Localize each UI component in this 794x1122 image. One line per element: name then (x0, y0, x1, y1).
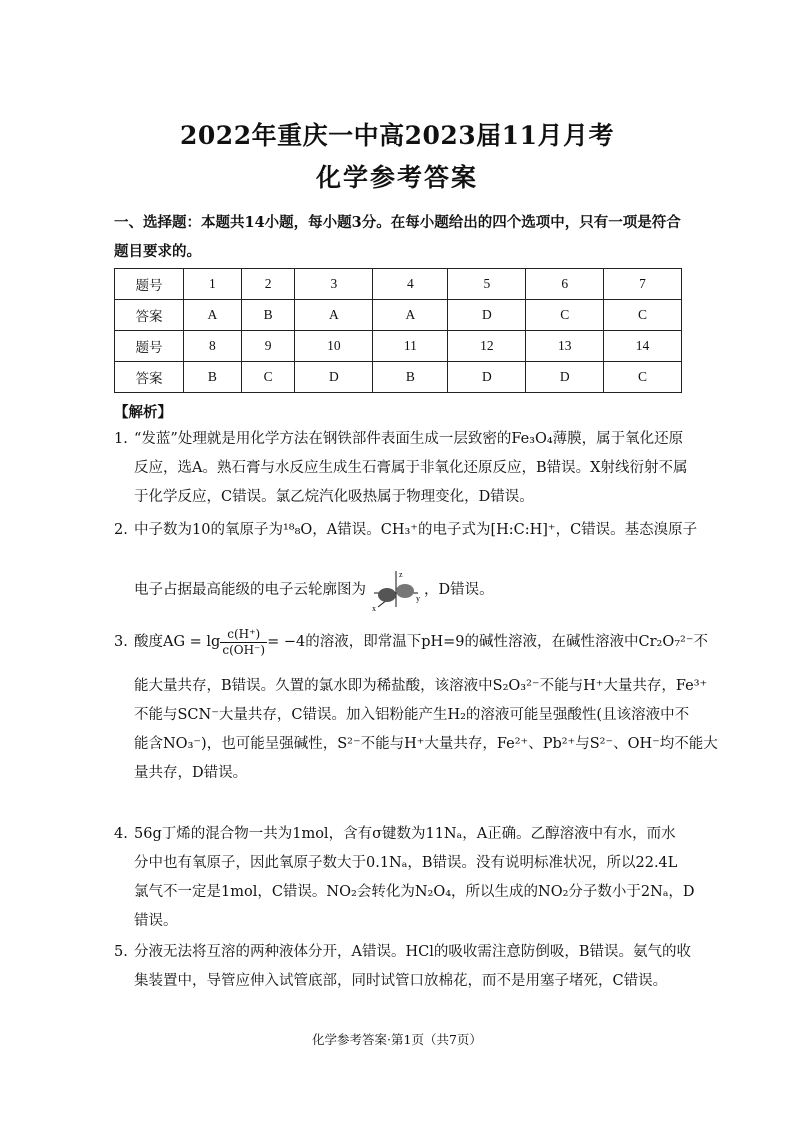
text-segment: = −4的溶液，即常温下pH=9的碱性溶液，在碱性溶液中Cr₂O₇²⁻不 (267, 634, 709, 650)
text-segment: ，D错误。 (424, 582, 494, 598)
question-number: 3. (114, 634, 128, 650)
table-row (115, 362, 682, 393)
answer-cell: C (604, 362, 682, 393)
table-cell: 1 (184, 269, 242, 300)
orbital-lobe (396, 584, 414, 598)
text-line: 集装置中，导管应伸入试管底部，同时试管口放棉花，而不是用塞子堵死，C错误。 (134, 973, 668, 989)
text-line: 能含NO₃⁻)，也可能呈强碱性，S²⁻不能与H⁺大量共存，Fe²⁺、Pb²⁺与S²⁻、OH⁻均不能大 (134, 736, 718, 752)
section-heading: 一、选择题：本题共14小题，每小题3分。在每小题给出的四个选项中，只有一项是符合题目要求的。 (114, 214, 681, 260)
explanation-4 (114, 820, 694, 936)
fraction-numerator: c(H⁺) (220, 627, 267, 643)
answer-cell: D (295, 362, 373, 393)
table-cell: 10 (295, 331, 373, 362)
text-line (134, 567, 694, 613)
p-orbital-diagram (366, 567, 424, 613)
exam-title: 2022年重庆一中高2023届11月月考 (180, 121, 614, 150)
text-line (134, 516, 698, 545)
fraction (220, 627, 267, 658)
table-row (115, 300, 682, 331)
answer-cell: D (448, 300, 526, 331)
row-label: 题号 (115, 331, 184, 362)
answer-key-title: 化学参考答案 (315, 163, 478, 192)
text-line (134, 624, 709, 660)
text-segment: ，A错误。CH₃⁺的电子式为[H:C:H]⁺，C错误。基态溴原子 (312, 522, 698, 538)
text-segment: 酸度AG = lg (134, 634, 221, 650)
table-cell: 2 (241, 269, 295, 300)
question-number: 5. (114, 944, 128, 960)
axis-label-z: z (399, 570, 403, 579)
table-cell: 13 (526, 331, 604, 362)
row-label: 答案 (115, 300, 184, 331)
text-line: 量共存，D错误。 (134, 765, 248, 781)
page-footer: 化学参考答案·第1页（共7页） (312, 1032, 482, 1047)
answer-cell: A (295, 300, 373, 331)
answer-cell: A (184, 300, 242, 331)
table-cell: 12 (448, 331, 526, 362)
row-label: 题号 (115, 269, 184, 300)
text-segment: 中子数为10的氧原子为 (134, 522, 283, 538)
axis-label-y: y (416, 594, 420, 603)
answer-cell: D (526, 362, 604, 393)
answer-cell: A (373, 300, 448, 331)
fraction-denominator: c(OH⁻) (222, 642, 266, 657)
table-row (115, 331, 682, 362)
text-line: 能大量共存，B错误。久置的氯水即为稀盐酸，该溶液中S₂O₃²⁻不能与H⁺大量共存，Fe³⁺ (134, 678, 708, 694)
table-cell: 14 (604, 331, 682, 362)
text-line: 氯气不一定是1mol，C错误。NO₂会转化为N₂O₄，所以生成的NO₂分子数小于2Nₐ，D (134, 884, 695, 900)
text-line: 分液无法将互溶的两种液体分开，A错误。HCl的吸收需注意防倒吸，B错误。氨气的收 (134, 944, 692, 960)
text-segment: 电子占据最高能级的电子云轮廓图为 (134, 582, 366, 598)
answer-cell: B (184, 362, 242, 393)
table-cell: 7 (604, 269, 682, 300)
orbital-lobe (378, 588, 396, 602)
answer-cell: C (526, 300, 604, 331)
text-line: 错误。 (134, 913, 178, 929)
explanation-5 (114, 938, 694, 996)
question-number: 2. (114, 522, 128, 538)
text-line: “发蓝”处理就是用化学方法在钢铁部件表面生成一层致密的Fe₃O₄薄膜，属于氧化还原 (134, 431, 684, 447)
table-cell: 8 (184, 331, 242, 362)
answer-cell: C (241, 362, 295, 393)
text-line: 于化学反应，C错误。氯乙烷汽化吸热属于物理变化，D错误。 (134, 489, 534, 505)
answer-table (114, 268, 682, 393)
table-cell: 5 (448, 269, 526, 300)
text-line: 分中也有氧原子，因此氧原子数大于0.1Nₐ，B错误。没有说明标准状况，所以22.4L (134, 855, 678, 871)
answer-cell: C (604, 300, 682, 331)
table-cell: 11 (373, 331, 448, 362)
answer-cell: B (373, 362, 448, 393)
text-line: 56g丁烯的混合物一共为1mol，含有σ键数为11Nₐ，A正确。乙醇溶液中有水，而水 (134, 826, 676, 842)
question-number: 1. (114, 431, 128, 447)
explanation-1 (114, 425, 694, 512)
analysis-heading: 【解析】 (114, 404, 172, 421)
explanation-3 (114, 624, 718, 788)
question-number: 4. (114, 826, 128, 842)
nuclide-symbol: ¹⁸₈O (282, 522, 313, 538)
table-cell: 9 (241, 331, 295, 362)
axis-label-x: x (372, 604, 376, 613)
text-line: 不能与SCN⁻大量共存，C错误。加入铝粉能产生H₂的溶液可能呈强酸性(且该溶液中不 (134, 707, 690, 723)
answer-cell: B (241, 300, 295, 331)
table-cell: 3 (295, 269, 373, 300)
explanation-2 (114, 516, 698, 613)
text-line: 反应，选A。熟石膏与水反应生成生石膏属于非氧化还原反应，B错误。X射线衍射不属 (134, 460, 688, 476)
answer-cell: D (448, 362, 526, 393)
table-cell: 4 (373, 269, 448, 300)
table-row (115, 269, 682, 300)
row-label: 答案 (115, 362, 184, 393)
table-cell: 6 (526, 269, 604, 300)
